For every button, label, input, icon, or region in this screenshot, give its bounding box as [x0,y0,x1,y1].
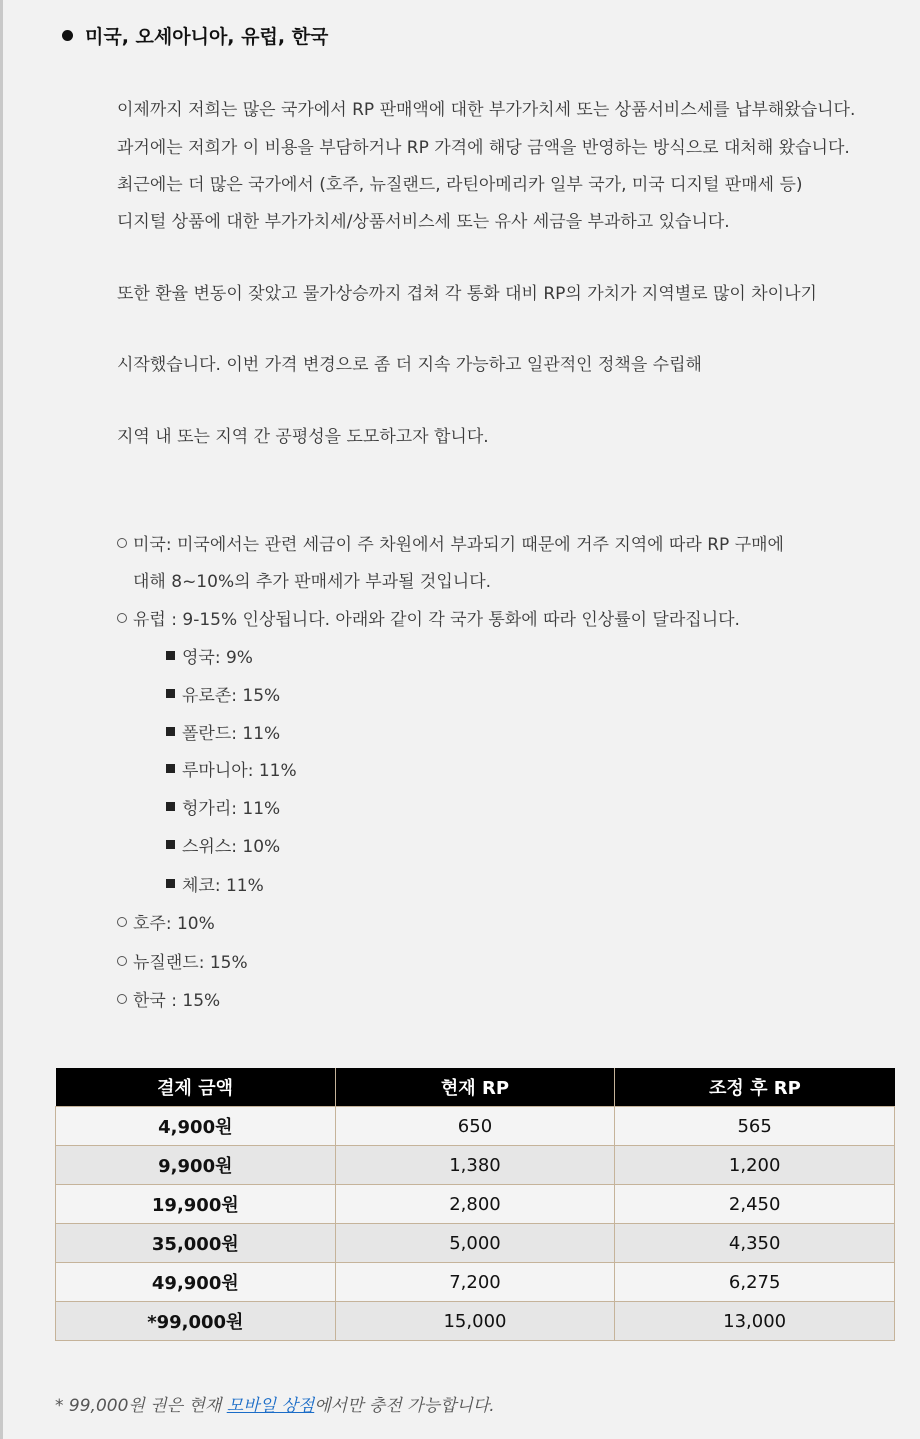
cell-payment-amount: 4,900원 [56,1107,336,1146]
cell-payment-amount: 9,900원 [56,1146,336,1185]
eu-country-text: 유로존: 15% [182,686,281,706]
intro-paragraph-line-5: 또한 환율 변동이 잦았고 물가상승까지 겹쳐 각 통화 대비 RP의 가치가 지역별로 많이 차이나기 [117,284,817,304]
footnote-suffix: 에서만 충전 가능합니다. [314,1396,495,1416]
circle-bullet-icon [117,613,127,623]
cell-payment-amount: 19,900원 [56,1185,336,1224]
circle-bullet-icon [117,917,127,927]
eu-country-item [166,643,253,668]
region-au-text: 호주: 10% [133,914,215,934]
square-bullet-icon [166,840,175,849]
eu-country-item [166,756,297,781]
eu-country-text: 영국: 9% [182,648,253,668]
square-bullet-icon [166,879,175,888]
eu-country-item [166,832,280,857]
intro-paragraph-line-1: 이제까지 저희는 많은 국가에서 RP 판매액에 대한 부가가치세 또는 상품서비스세를 납부해왔습니다. [117,100,856,120]
cell-adjusted-rp: 13,000 [615,1302,895,1341]
eu-country-item [166,794,280,819]
region-item-kr [117,986,220,1011]
eu-country-text: 스위스: 10% [182,837,281,857]
eu-country-item [166,681,280,706]
section-heading-text: 미국, 오세아니아, 유럽, 한국 [85,26,329,48]
cell-current-rp: 650 [335,1107,615,1146]
region-us-text: 미국: 미국에서는 관련 세금이 주 차원에서 부과되기 때문에 거주 지역에 따라 RP 구매에 [133,535,784,555]
cell-current-rp: 5,000 [335,1224,615,1263]
circle-bullet-icon [117,538,127,548]
region-us-text-continued: 대해 8~10%의 추가 판매세가 부과될 것입니다. [133,572,492,592]
eu-country-text: 폴란드: 11% [182,724,281,744]
table-row [56,1302,895,1341]
table-row [56,1224,895,1263]
bullet-icon [62,30,73,41]
cell-current-rp: 15,000 [335,1302,615,1341]
footnote-prefix: * 99,000원 권은 현재 [55,1396,227,1416]
footnote [55,1391,495,1416]
cell-current-rp: 2,800 [335,1185,615,1224]
cell-payment-amount: 49,900원 [56,1263,336,1302]
cell-adjusted-rp: 4,350 [615,1224,895,1263]
region-kr-text: 한국 : 15% [133,991,221,1011]
intro-paragraph-line-7: 지역 내 또는 지역 간 공평성을 도모하고자 합니다. [117,427,489,447]
cell-payment-amount: *99,000원 [56,1302,336,1341]
table-row [56,1185,895,1224]
intro-paragraph-line-2: 과거에는 저희가 이 비용을 부담하거나 RP 가격에 해당 금액을 반영하는 방식으로 대처해 왔습니다. [117,138,850,158]
table-row [56,1263,895,1302]
region-item-au [117,909,215,934]
square-bullet-icon [166,764,175,773]
region-item-us-continued [133,567,491,592]
region-item-us [117,530,784,555]
region-eu-text: 유럽 : 9-15% 인상됩니다. 아래와 같이 각 국가 통화에 따라 인상률이 달라집니다. [133,610,740,630]
square-bullet-icon [166,689,175,698]
cell-payment-amount: 35,000원 [56,1224,336,1263]
table-row [56,1107,895,1146]
mobile-store-link[interactable]: 모바일 상점 [226,1396,315,1416]
eu-country-text: 체코: 11% [182,876,264,896]
circle-bullet-icon [117,956,127,966]
table-header-row [56,1068,895,1107]
cell-adjusted-rp: 6,275 [615,1263,895,1302]
table-row [56,1146,895,1185]
intro-paragraph-line-6: 시작했습니다. 이번 가격 변경으로 좀 더 지속 가능하고 일관적인 정책을 수립해 [117,355,702,375]
eu-country-item [166,871,264,896]
square-bullet-icon [166,802,175,811]
header-payment-amount: 결제 금액 [56,1068,336,1107]
cell-adjusted-rp: 1,200 [615,1146,895,1185]
eu-country-item [166,719,280,744]
cell-current-rp: 7,200 [335,1263,615,1302]
square-bullet-icon [166,727,175,736]
cell-adjusted-rp: 2,450 [615,1185,895,1224]
region-item-nz [117,948,248,973]
intro-paragraph-line-4: 디지털 상품에 대한 부가가치세/상품서비스세 또는 유사 세금을 부과하고 있습니다. [117,212,730,232]
cell-current-rp: 1,380 [335,1146,615,1185]
header-adjusted-rp: 조정 후 RP [615,1068,895,1107]
region-nz-text: 뉴질랜드: 15% [133,953,248,973]
page-left-border [0,0,3,1439]
eu-country-text: 헝가리: 11% [182,799,281,819]
section-heading [62,22,328,49]
square-bullet-icon [166,651,175,660]
region-item-eu [117,605,740,630]
eu-country-text: 루마니아: 11% [182,761,297,781]
circle-bullet-icon [117,994,127,1004]
cell-adjusted-rp: 565 [615,1107,895,1146]
rp-price-table [55,1068,895,1341]
intro-paragraph-line-3: 최근에는 더 많은 국가에서 (호주, 뉴질랜드, 라틴아메리카 일부 국가, 미국 디지털 판매세 등) [117,175,803,195]
header-current-rp: 현재 RP [335,1068,615,1107]
